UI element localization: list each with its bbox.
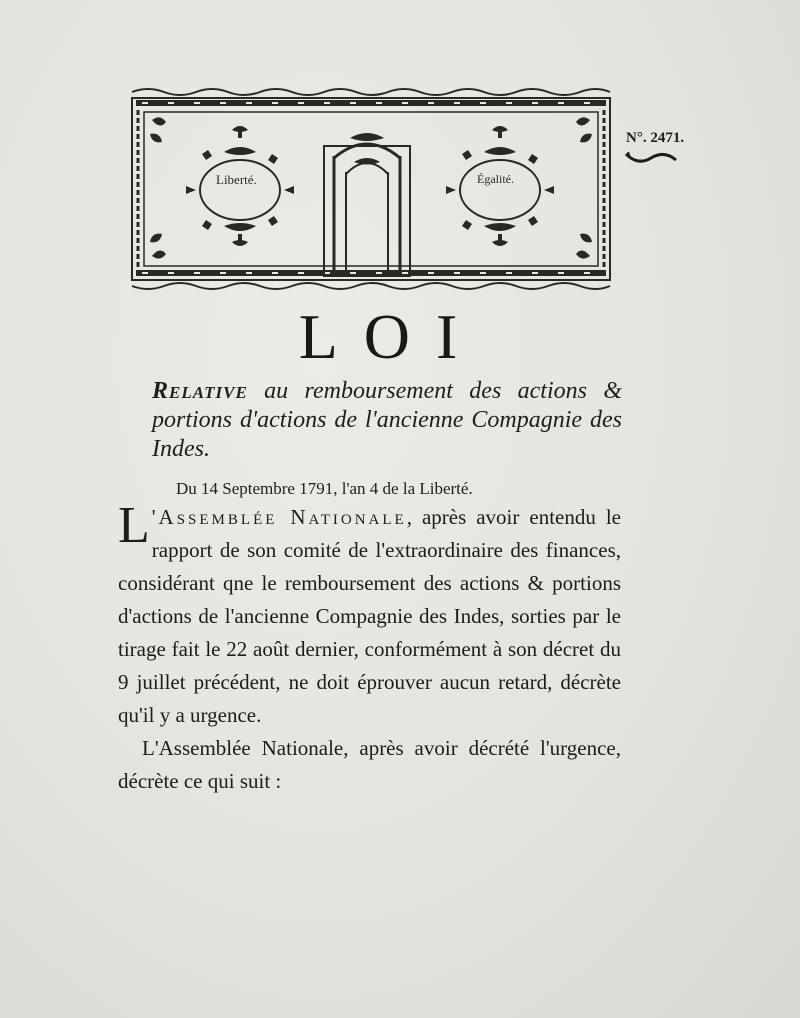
paragraph-1-text: , après avoir entendu le rapport de son comité de l'extraordinaire des finances, considérant qne le remboursement des actions & portions d'actions de l'ancienne Compagnie des Indes, sorties par le tirage fait le 22 août dernier, conformément à son décret du 9 juillet précédent, ne doit éprouver aucun retard, décrète qu'il y a urgence.: [118, 505, 621, 727]
ornamental-border: [128, 86, 614, 292]
date-line: Du 14 Septembre 1791, l'an 4 de la Liberté.: [176, 479, 473, 498]
flourish-icon: [624, 150, 678, 166]
paragraph-2: L'Assemblée Nationale, après avoir décrété l'urgence, décrète ce qui suit :: [118, 736, 621, 793]
ornamental-header: [128, 86, 614, 292]
drop-cap: L: [118, 497, 150, 554]
medallion-liberte-label: Liberté.: [216, 172, 257, 187]
document-number: N°. 2471.: [626, 130, 685, 146]
paragraph-1: [118, 497, 621, 732]
decree-body: [118, 497, 621, 798]
page-title: LOI: [298, 301, 484, 372]
medallion-egalite-label: Égalité.: [477, 172, 514, 186]
subtitle-lead-word: Relative: [152, 378, 248, 404]
law-subtitle: [152, 377, 622, 464]
opening-words: 'Assemblée Nationale: [151, 505, 407, 529]
subtitle-rest: au remboursement des actions & portions d'actions de l'ancienne Compagnie des Indes.: [152, 378, 622, 462]
